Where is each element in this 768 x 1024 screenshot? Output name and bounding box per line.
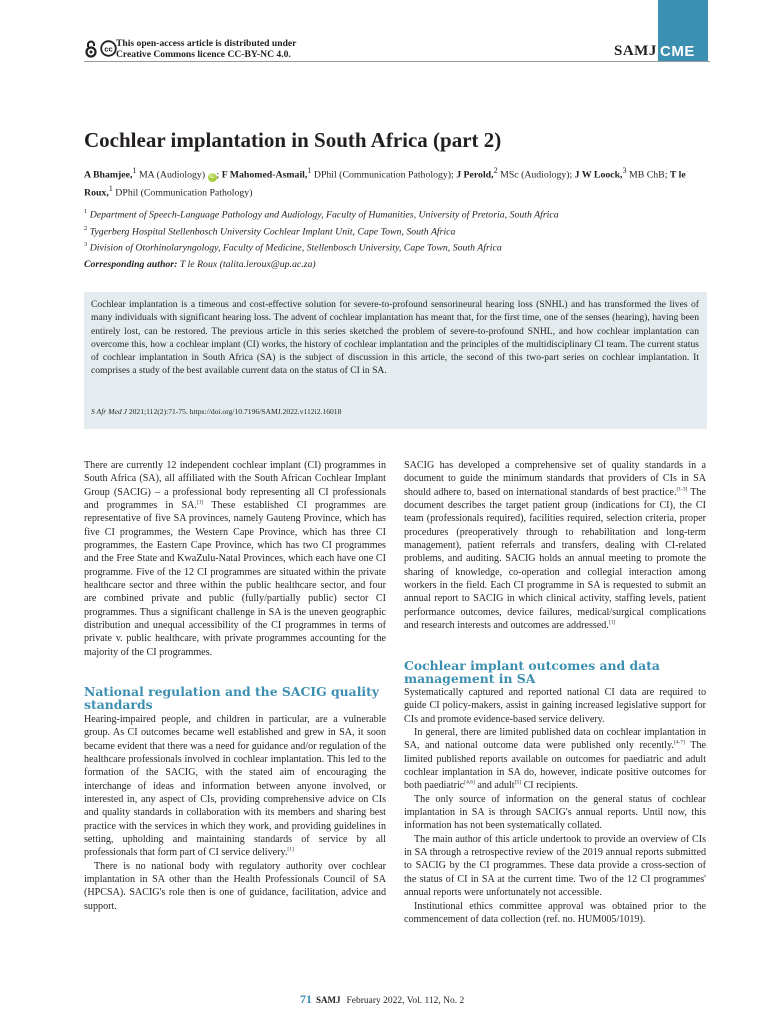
paragraph xyxy=(404,726,706,793)
author-list: A Bhamjee,$^1$ MA (Audiology) iD ; F Mahomed-Asmail,$^1$ DPhil (Communication Pathology); J Perold,$^2$ MSc (Audiology); J W Loock,$^3$ MB ChB; T le Roux,$^1$ DPhil (Communication Pathology) xyxy=(84,166,686,199)
citation-line xyxy=(91,407,341,416)
affiliation-number: 3 xyxy=(84,241,88,249)
author-affil: 1 xyxy=(307,166,312,175)
journal-name: SAMJ xyxy=(614,43,657,59)
reference-marker[interactable]: [1] xyxy=(196,499,204,506)
citation-journal: S Afr Med J xyxy=(91,407,127,416)
reference-marker[interactable]: [4-7] xyxy=(673,740,685,747)
footer-issue: February 2022, Vol. 112, No. 2 xyxy=(346,996,465,1006)
author-name: T le Roux, xyxy=(84,169,686,199)
article-title: Cochlear implantation in South Africa (part 2) xyxy=(84,128,502,152)
affiliation xyxy=(84,222,559,239)
svg-text:cc: cc xyxy=(104,44,113,54)
author-name: A Bhamjee, xyxy=(84,169,133,181)
paragraph-text: There are currently 12 independent cochlear implant (CI) programmes in South Africa (SA), all affiliated with the South African Cochlear Implant Group (SACIG) – a professional body representing all CI professionals and programmes in SA. xyxy=(84,460,386,512)
page-number: 71 xyxy=(300,992,312,1006)
affiliation-number: 2 xyxy=(84,224,88,232)
paragraph-text: The limited published reports available on outcomes for paediatric and adult cochlear implantation in SA do, however, indicate positive outcomes for both paediatric xyxy=(404,740,706,792)
author-affil: 1 xyxy=(108,184,113,194)
cme-label: CME xyxy=(660,43,695,60)
reference-marker[interactable]: [4,6] xyxy=(464,780,475,787)
author-name: J Perold, xyxy=(456,169,494,181)
author-degree: MB ChB; xyxy=(626,169,670,181)
author-name: J W Loock, xyxy=(574,169,623,181)
paragraph-text: SACIG has developed a comprehensive set of quality standards in a document to guide the minimum standards that providers of CIs in SA should adhere to, based on international standards of best practice. xyxy=(404,460,706,498)
section-heading: Cochlear implant outcomes and data management in SA xyxy=(404,658,660,687)
paragraph xyxy=(84,713,386,860)
paragraph-text: In general, there are limited published data on cochlear implantation in SA, and national outcome data were published only recently. xyxy=(404,727,706,752)
paragraph xyxy=(84,459,386,659)
body-column-right xyxy=(404,459,706,632)
paragraph-text: The document describes the target patient group (indications for CI), the CI team (professionals required), facilities required, selection criteria, proper procedures (preoperatively through to rehabilitation and long-term management), patient referrals and transfers, dealing with CI-related problems, and auditing. SACIG holds an annual meeting to promote the sharing of knowledge, co-operation and collegial interaction among workers in the field. Each CI programme in SA is requested to submit an annual report to SACIG in which clinical activity, staffing levels, patient performance outcomes, device failures, medical/surgical complications and research interests and outcomes are addressed. xyxy=(404,486,706,632)
paragraph-text: Hearing-impaired people, and children in particular, are a vulnerable group. As CI outcomes became well established and grew in SA, it soon became evident that there was a need for guidance and/or regulation of the healthcare professionals involved in cochlear implantation. This led to the formation of the SACIG, with the stated aim of encouraging the interchange of ideas and information between anyone involved, or interested in, any aspect of CIs, providing comprehensive advice on CIs and quality standards in collaboration with its members and sharing best practice with the services in which they work, and providing guidelines in setting, upholding and maintaining standards of service by all professionals that form part of CI service delivery. xyxy=(84,714,386,859)
author-degree: MSc (Audiology); xyxy=(497,169,575,181)
open-access-icon xyxy=(84,40,98,58)
author-affil: 1 xyxy=(132,166,137,175)
author-name: F Mahomed-Asmail, xyxy=(221,169,308,181)
author-affil: 2 xyxy=(493,166,498,175)
body-column-left xyxy=(84,459,386,659)
section-heading: National regulation and the SACIG quality standards xyxy=(84,684,380,713)
corresponding-contact[interactable]: T le Roux (talita.leroux@up.ac.za) xyxy=(177,259,316,270)
author-degree: DPhil (Communication Pathology) xyxy=(112,187,253,199)
abstract-text: Cochlear implantation is a timeous and cost-effective solution for severe-to-profound sensorineural hearing loss (SNHL) and has transformed the lives of many individuals with significant hearing loss. The advent of cochlear implantation has meant that, for the first time, one of the senses (hearing), having been entirely lost, can be restored. The previous article in this series sketched the problem of severe-to-profound SNHL, and how cochlear implantation can overcome this, how a cochlear implant (CI) works, the history of cochlear implantation and the principles of the multidisciplinary CI team. The current status of cochlear implantation in South Africa (SA) is the subject of discussion in this article, the second of this two-part series on cochlear implantation. It comprises a study of the best available current data on the status of CI in SA. xyxy=(91,299,699,377)
affiliation-text: Division of Otorhinolaryngology, Faculty of Medicine, Stellenbosch University, Cape Town, South Africa xyxy=(87,242,502,254)
paragraph: Institutional ethics committee approval was obtained prior to the commencement of data collection (ref. no. HUM005/1019). xyxy=(404,900,706,925)
affiliation-number: 1 xyxy=(84,208,88,215)
affiliation-text: Department of Speech-Language Pathology and Audiology, Faculty of Humanities, University of Pretoria, South Africa xyxy=(87,209,559,221)
page-footer xyxy=(300,992,464,1007)
reference-marker[interactable]: [1] xyxy=(287,847,294,854)
affiliation-list xyxy=(84,205,559,255)
author-affil: 3 xyxy=(622,166,627,175)
header-divider xyxy=(84,61,710,62)
citation-doi[interactable]: 2021;112(2):71-75. https://doi.org/10.7196/SAMJ.2022.v112i2.16018 xyxy=(126,407,342,416)
orcid-icon[interactable]: iD xyxy=(209,174,215,181)
licence-notice xyxy=(116,38,296,60)
creative-commons-icon xyxy=(100,40,117,57)
licence-line-1: This open-access article is distributed under xyxy=(116,38,297,49)
licence-line-2: Creative Commons licence CC-BY-NC 4.0. xyxy=(116,49,291,60)
author-degree: MA (Audiology) xyxy=(136,169,208,181)
corresponding-label: Corresponding author: xyxy=(84,259,178,270)
reference-marker[interactable]: [1] xyxy=(608,619,616,626)
paragraph-text: These established CI programmes are representative of five SA provinces, namely Gauteng Province, which has five CI programmes, the Western Cape Province, which has three CI programmes, the Eastern Cape Province, which has two CI programmes and the Free State and KwaZulu-Natal Provinces, which each have one CI programme. Five of the 12 CI programmes are situated within the private healthcare sector and three within the public healthcare sector, and four are combined private and public (fully/partially public) sector CI programmes. Thus a significant challenge in SA is the uneven geographic distribution and unequal accessibility of the CI programmes in terms of private v. public healthcare, with private programmes accounting for the majority of the CI programmes. xyxy=(84,500,386,658)
paragraph: Systematically captured and reported national CI data are required to guide CI policy-makers, assist in gaining increased legislative support for CIs and promote evidence-based service delivery. xyxy=(404,687,706,725)
paragraph: There is no national body with regulatory authority over cochlear implantation in SA other than the Health Professionals Council of SA (HPCSA). SACIG's role then is one of guidance, facilitation, advice and support. xyxy=(84,860,386,912)
paragraph xyxy=(404,459,706,632)
reference-marker[interactable]: [1-3] xyxy=(676,486,688,493)
affiliation xyxy=(84,205,559,222)
licence-icons xyxy=(84,40,117,58)
paragraph: The only source of information on the general status of cochlear implantation in SA is through SACIG's annual reports. Until now, this information has not been systematically collated. xyxy=(404,793,706,832)
affiliation xyxy=(84,238,559,255)
paragraph: The main author of this article undertook to provide an overview of CIs in SA through a retrospective review of the 2019 annual reports submitted to SACIG by the CI programmes. These data provide a cross-section of the status of CI in SA at the current time. Two of the 12 CI programmes' annual reports were unfortunately not accessible. xyxy=(404,833,706,899)
body-column-left-cont xyxy=(84,713,386,913)
affiliation-text: Tygerberg Hospital Stellenbosch University Cochlear Implant Unit, Cape Town, South Africa xyxy=(87,225,456,237)
author-degree: DPhil (Communication Pathology); xyxy=(311,169,457,181)
corresponding-author xyxy=(84,259,316,270)
body-column-right-cont xyxy=(404,686,706,926)
paragraph-text: and adult xyxy=(474,780,515,792)
paragraph-text: CI recipients. xyxy=(521,780,578,792)
footer-journal: SAMJ xyxy=(316,995,341,1005)
reference-marker[interactable]: [5] xyxy=(514,780,522,787)
